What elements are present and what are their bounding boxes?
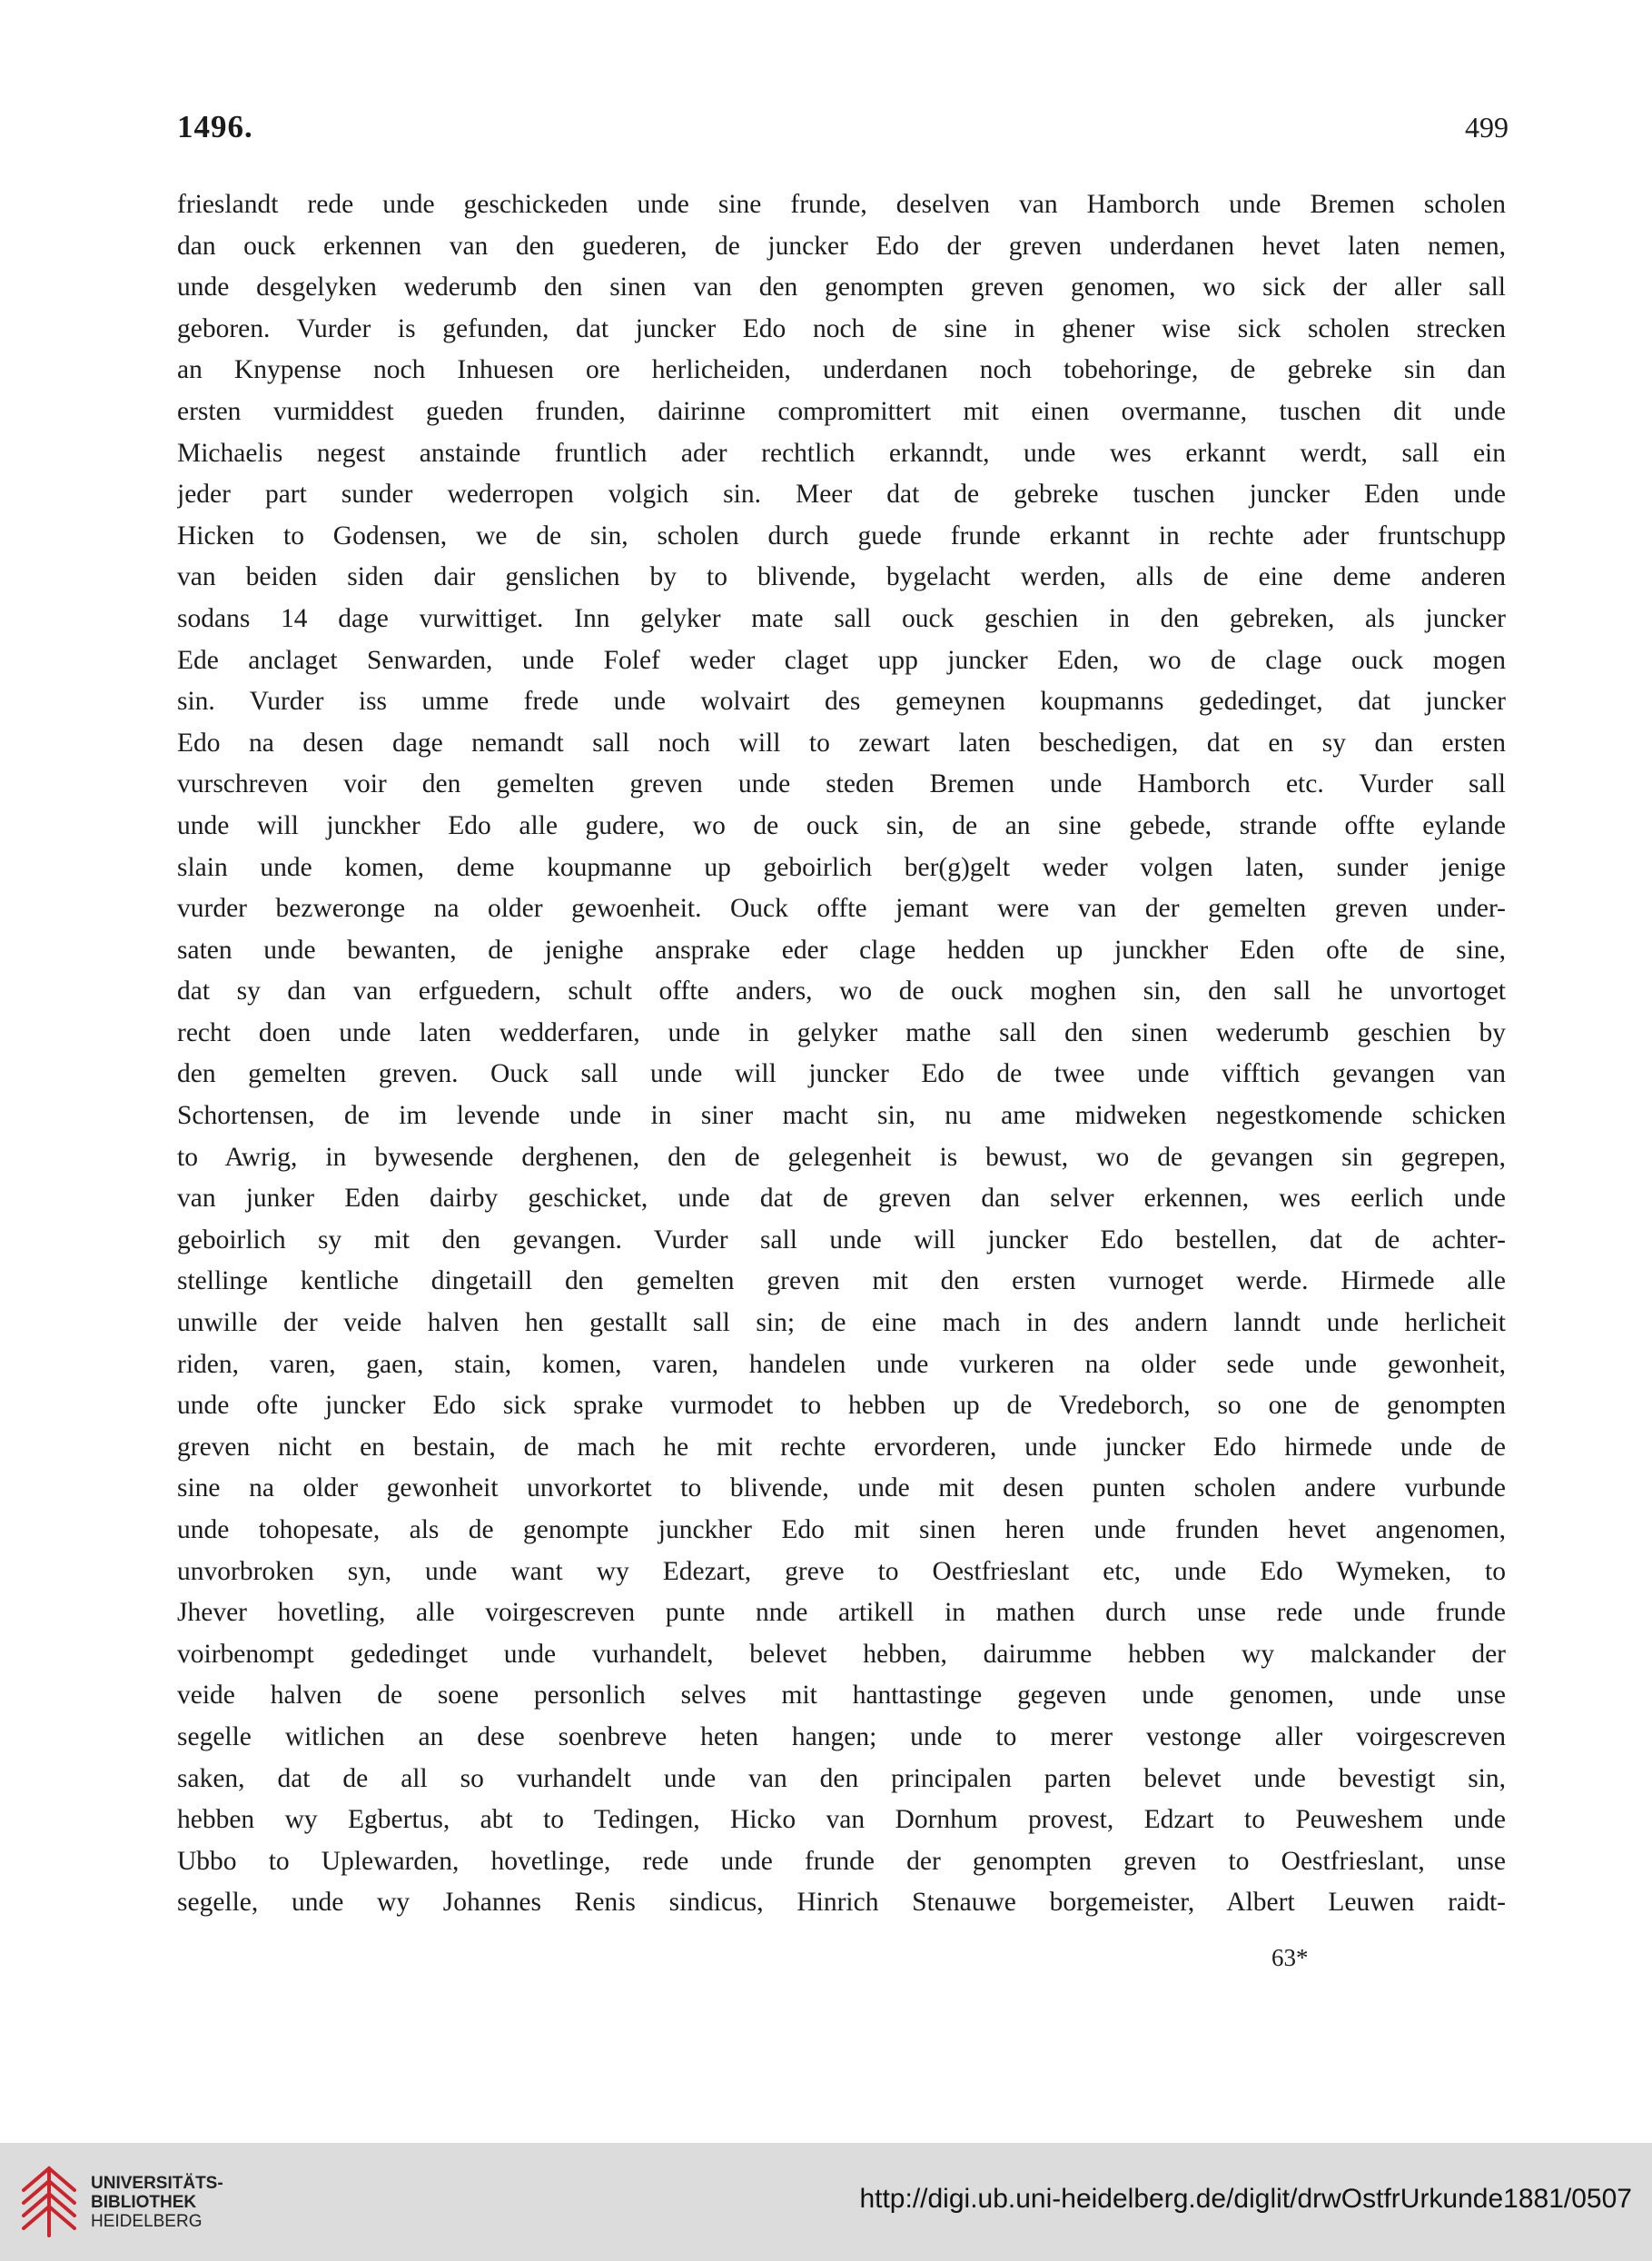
library-name-line: BIBLIOTHEK [91, 2193, 197, 2212]
footer-bar [0, 2143, 1652, 2261]
text-line: segelle, unde wy Johannes Renis sindicus, Hinrich Stenauwe borgemeister, Albert Leuwen raidt- [177, 1888, 1506, 1918]
text-line: Ubbo to Uplewarden, hovetlinge, rede unde frunde der genompten greven to Oestfrieslant, unse [177, 1846, 1506, 1876]
page-number: 499 [1465, 111, 1509, 144]
ub-heidelberg-logo-icon[interactable] [18, 2163, 80, 2239]
text-line: an Knypense noch Inhuesen ore herlicheiden, underdanen noch tobehoringe, de gebreke sin dan [177, 355, 1506, 385]
text-line: segelle witlichen an dese soenbreve heten hangen; unde to merer vestonge aller voirgescreven [177, 1721, 1506, 1751]
text-line: recht doen unde laten wedderfaren, unde in gelyker mathe sall den sinen wederumb geschien by [177, 1017, 1506, 1047]
body-text [177, 184, 1506, 1924]
library-name-line: UNIVERSITÄTS- [91, 2174, 223, 2193]
text-line: frieslandt rede unde geschickeden unde sine frunde, deselven van Hamborch unde Bremen scholen [177, 190, 1506, 219]
text-line: voirbenompt gededinget unde vurhandelt, belevet hebben, dairumme hebben wy malckander der [177, 1639, 1506, 1669]
text-line: to Awrig, in bywesende derghenen, den de gelegenheit is bewust, wo de gevangen sin gegrepen, [177, 1142, 1506, 1172]
text-line: Ede anclaget Senwarden, unde Folef weder claget upp juncker Eden, wo de clage ouck mogen [177, 645, 1506, 675]
text-line: veide halven de soene personlich selves mit hanttastinge gegeven unde genomen, unde unse [177, 1681, 1506, 1711]
text-line: unde tohopesate, als de genompte junckher Edo mit sinen heren unde frunden hevet angenomen, [177, 1515, 1506, 1544]
text-line: saken, dat de all so vurhandelt unde van den principalen parten belevet unde bevestigt sin, [177, 1763, 1506, 1793]
signature-mark: 63* [1271, 1944, 1309, 1971]
text-line: Edo na desen dage nemandt sall noch will to zewart laten beschedigen, dat en sy dan ersten [177, 728, 1506, 758]
text-line: dat sy dan van erfguedern, schult offte anders, wo de ouck moghen sin, den sall he unvortoget [177, 977, 1506, 1007]
text-line: Schortensen, de im levende unde in siner macht sin, nu ame midweken negestkomende schicken [177, 1101, 1506, 1131]
text-line: ersten vurmiddest gueden frunden, dairinne compromittert mit einen overmanne, tuschen dit unde [177, 396, 1506, 426]
text-line: riden, varen, gaen, stain, komen, varen, handelen unde vurkeren na older sede unde gewonheit, [177, 1349, 1506, 1379]
text-line: van beiden siden dair genslichen by to blivende, bygelacht werden, alls de eine deme anderen [177, 562, 1506, 592]
text-line: sodans 14 dage vurwittiget. Inn gelyker mate sall ouck geschien in den gebreken, als juncker [177, 603, 1506, 633]
text-line: Jhever hovetling, alle voirgescreven punte nnde artikell in mathen durch unse rede unde frunde [177, 1598, 1506, 1628]
text-line: unde will junckher Edo alle gudere, wo de ouck sin, de an sine gebede, strande offte eylande [177, 810, 1506, 840]
text-line: Michaelis negest anstainde fruntlich ader rechtlich erkanndt, unde wes erkannt werdt, sall ein [177, 438, 1506, 468]
text-line: jeder part sunder wederropen volgich sin. Meer dat de gebreke tuschen juncker Eden unde [177, 480, 1506, 510]
text-line: den gemelten greven. Ouck sall unde will juncker Edo de twee unde vifftich gevangen van [177, 1059, 1506, 1089]
text-line: vurder bezweronge na older gewoenheit. Ouck offte jemant were van der gemelten greven under- [177, 894, 1506, 924]
permalink-url[interactable]: http://digi.ub.uni-heidelberg.de/diglit/drwOstfrUrkunde1881/0507 [859, 2184, 1632, 2214]
text-line: unde desgelyken wederumb den sinen van den genompten greven genomen, wo sick der aller sall [177, 273, 1506, 302]
text-line: stellinge kentliche dingetaill den gemelten greven mit den ersten vurnoget werde. Hirmede alle [177, 1266, 1506, 1296]
text-line: sin. Vurder iss umme frede unde wolvairt des gemeynen koupmanns gededinget, dat juncker [177, 687, 1506, 717]
text-line: dan ouck erkennen van den guederen, de juncker Edo der greven underdanen hevet laten nemen, [177, 231, 1506, 261]
text-line: vurschreven voir den gemelten greven unde steden Bremen unde Hamborch etc. Vurder sall [177, 769, 1506, 799]
library-name-line: HEIDELBERG [91, 2212, 203, 2231]
running-header-year: 1496. [177, 109, 253, 144]
text-line: geboren. Vurder is gefunden, dat juncker Edo noch de sine in ghener wise sick scholen strecken [177, 313, 1506, 343]
text-line: sine na older gewonheit unvorkortet to blivende, unde mit desen punten scholen andere vurbunde [177, 1473, 1506, 1503]
text-line: unwille der veide halven hen gestallt sall sin; de eine mach in des andern lanndt unde herlicheit [177, 1308, 1506, 1338]
text-line: hebben wy Egbertus, abt to Tedingen, Hicko van Dornhum provest, Edzart to Peuweshem unde [177, 1805, 1506, 1835]
text-line: van junker Eden dairby geschicket, unde dat de greven dan selver erkennen, wes eerlich unde [177, 1184, 1506, 1214]
text-line: saten unde bewanten, de jenighe ansprake eder clage hedden up junckher Eden ofte de sine, [177, 935, 1506, 965]
text-line: unvorbroken syn, unde want wy Edezart, greve to Oestfrieslant etc, unde Edo Wymeken, to [177, 1556, 1506, 1586]
text-line: greven nicht en bestain, de mach he mit rechte ervorderen, unde juncker Edo hirmede unde de [177, 1432, 1506, 1462]
library-name [91, 2174, 223, 2231]
text-line: Hicken to Godensen, we de sin, scholen durch guede frunde erkannt in rechte ader fruntschupp [177, 521, 1506, 550]
text-line: slain unde komen, deme koupmanne up geboirlich ber(g)gelt weder volgen laten, sunder jenige [177, 852, 1506, 882]
text-line: unde ofte juncker Edo sick sprake vurmodet to hebben up de Vredeborch, so one de genompten [177, 1391, 1506, 1421]
text-line: geboirlich sy mit den gevangen. Vurder sall unde will juncker Edo bestellen, dat de achter- [177, 1225, 1506, 1254]
